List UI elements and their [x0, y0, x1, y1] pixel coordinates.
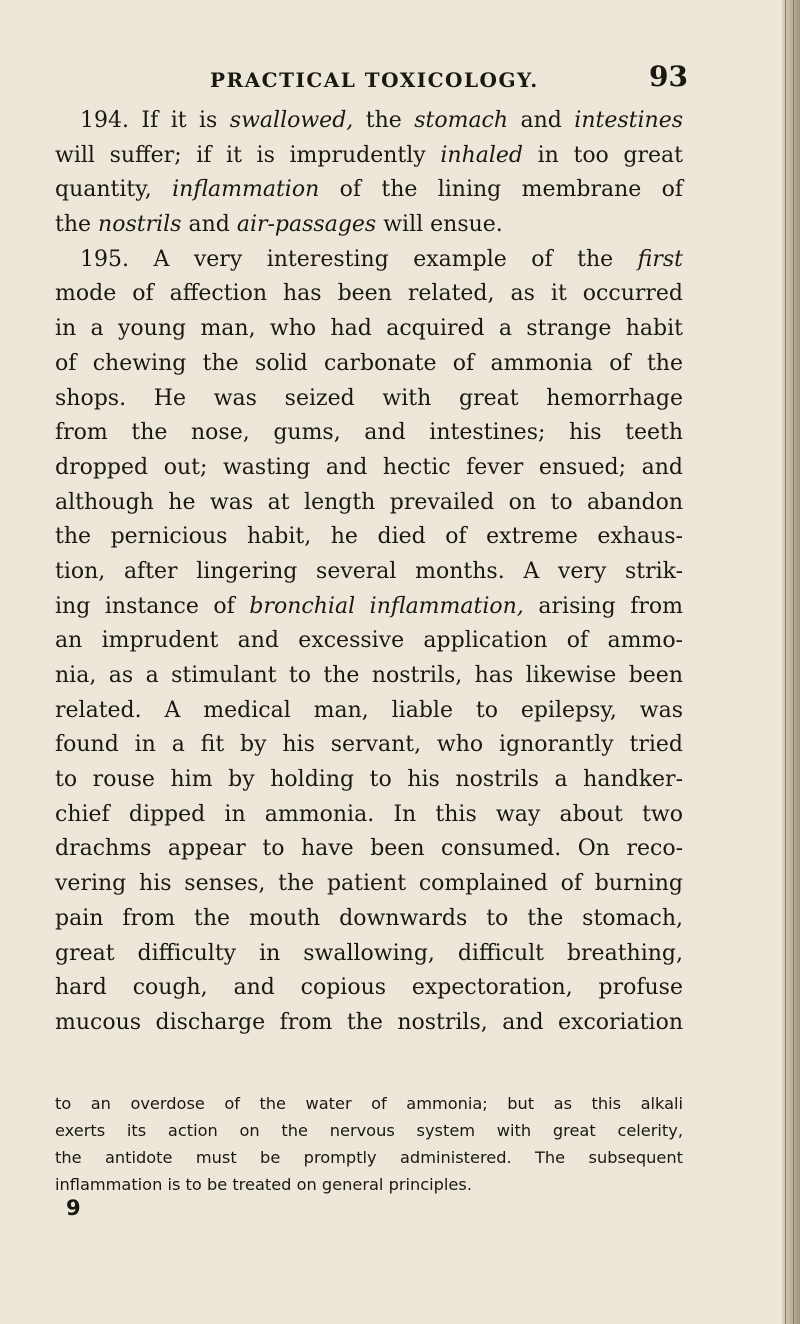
text-run: ing instance of — [55, 593, 250, 619]
text-line — [55, 590, 683, 625]
text-line: tion, after lingering several months. A very strik- — [55, 558, 683, 584]
body-text — [55, 104, 683, 1041]
text-line: the pernicious habit, he died of extreme exhaus- — [55, 524, 683, 550]
text-line — [55, 104, 683, 139]
italic-run: first — [637, 246, 683, 272]
text-line: shops. He was seized with great hemorrhage — [55, 385, 683, 411]
text-run: 194. If it is — [80, 108, 230, 133]
text-line: related. A medical man, liable to epilepsy, was — [55, 697, 683, 723]
text-run: of the lining membrane of — [319, 177, 684, 203]
text-line: chief dipped in ammonia. In this way about two — [55, 801, 683, 827]
italic-run: intestines — [574, 108, 684, 133]
text-run: the — [55, 212, 99, 238]
text-line — [55, 208, 683, 243]
text-line: dropped out; wasting and hectic fever ensued; and — [55, 454, 683, 480]
text-line: to rouse him by holding to his nostrils a handker- — [55, 767, 683, 793]
text-line: mode of affection has been related, as it occurred — [55, 281, 683, 307]
text-run: the — [353, 108, 415, 133]
text-run: and — [181, 212, 237, 238]
text-run: quantity, — [55, 177, 173, 203]
footnote-line: to an overdose of the water of ammonia; but as this alkali — [55, 1094, 683, 1113]
italic-run: air-passages — [236, 212, 377, 238]
running-head: PRACTICAL TOXICOLOGY. — [210, 68, 539, 92]
text-line: of chewing the solid carbonate of ammonia of the — [55, 350, 683, 376]
italic-run: inflammation — [172, 177, 320, 203]
page-number: 93 — [649, 60, 688, 93]
text-line: hard cough, and copious expectoration, profuse — [55, 975, 683, 1001]
footnote-line: inflammation is to be treated on general principles. — [55, 1175, 472, 1194]
italic-run: bronchial inflammation, — [249, 593, 524, 619]
text-run: arising from — [523, 593, 683, 619]
text-line: pain from the mouth downwards to the stomach, — [55, 905, 683, 931]
signature-mark: 9 — [66, 1196, 81, 1220]
text-line: drachms appear to have been consumed. On reco- — [55, 836, 683, 862]
text-run: 195. A very interesting example of the — [80, 246, 638, 272]
footnote — [55, 1090, 683, 1198]
text-line: an imprudent and excessive application of ammo- — [55, 628, 683, 654]
footnote-line: exerts its action on the nervous system with great celerity, — [55, 1121, 683, 1140]
italic-run: inhaled — [440, 142, 524, 168]
italic-run: stomach — [414, 108, 509, 133]
text-line: in a young man, who had acquired a strange habit — [55, 316, 683, 342]
text-line: nia, as a stimulant to the nostrils, has likewise been — [55, 663, 683, 688]
text-line — [55, 139, 683, 174]
text-run: and — [508, 108, 575, 133]
page-header — [168, 60, 688, 100]
text-line — [55, 173, 683, 208]
text-line: vering his senses, the patient complained of burning — [55, 871, 683, 897]
text-line — [55, 243, 683, 278]
page-edge-line — [793, 0, 794, 1324]
italic-run: nostrils — [98, 212, 182, 238]
text-line: found in a fit by his servant, who ignorantly tried — [55, 732, 683, 758]
text-run: will ensue. — [376, 212, 503, 238]
text-line: mucous discharge from the nostrils, and excoriation — [55, 1009, 683, 1035]
text-run: will suffer; if it is imprudently — [55, 142, 441, 168]
page-edge-line — [785, 0, 786, 1324]
text-line: great difficulty in swallowing, difficult breathing, — [55, 940, 683, 966]
text-line: from the nose, gums, and intestines; his teeth — [55, 420, 683, 446]
italic-run: swallowed, — [229, 108, 354, 133]
footnote-line: the antidote must be promptly administered. The subsequent — [55, 1148, 683, 1167]
text-line: although he was at length prevailed on to abandon — [55, 489, 683, 515]
text-run: in too great — [523, 142, 684, 168]
